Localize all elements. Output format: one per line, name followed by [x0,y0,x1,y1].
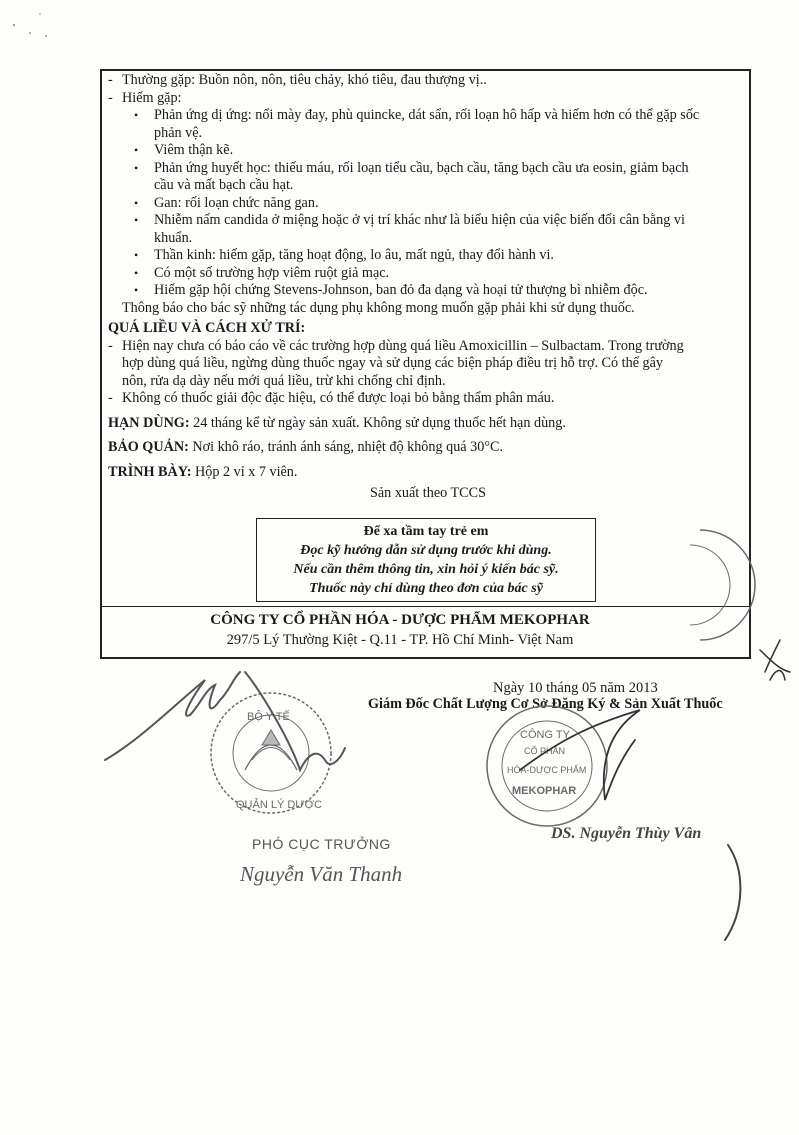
warning-line: Thuốc này chỉ dùng theo đơn của bác sỹ [309,581,543,596]
signer-role: Giám Đốc Chất Lượng Cơ Sở Đăng Ký & Sản Xuất Thuốc [368,696,723,712]
side-effect-rare-label: - Hiếm gặp: [108,89,182,106]
overdose-item-cont: nôn, rửa dạ dày nếu mới quá liều, trừ khi chống chỉ định. [122,372,446,389]
overdose-item: - Không có thuốc giải độc đặc hiệu, có thể được loại bỏ bằng thẩm phân máu. [108,390,555,406]
list-item-cont: cầu và mất bạch cầu hạt. [154,177,294,193]
list-item: • Viêm thận kẽ. [134,142,234,158]
list-item: • Phản ứng dị ứng: nổi mày đay, phù quincke, dát sẩn, rối loạn hô hấp và hiếm hơn có thể gặp sốc [134,107,700,123]
company-name: CÔNG TY CỔ PHẦN HÓA - DƯỢC PHẨM MEKOPHAR [210,612,590,628]
warning-line: Đọc kỹ hướng dẫn sử dụng trước khi dùng. [300,543,552,558]
list-item: • Nhiễm nấm candida ở miệng hoặc ở vị trí khác như là biểu hiện của việc biến đổi cân bằng vi [134,212,685,228]
list-item: • Có một số trường hợp viêm ruột giả mạc. [134,264,390,281]
list-item-cont: phản vệ. [154,124,203,141]
scan-marks-icon [13,13,47,37]
vice-director-name: Nguyễn Văn Thanh [240,862,403,886]
initials-icon [760,640,790,680]
seal-line: MEKOPHAR [512,785,577,797]
approval-date: Ngày 10 tháng 05 năm 2013 [493,680,658,696]
storage-line: BẢO QUẢN: Nơi khô ráo, tránh ánh sáng, nhiệt độ không quá 30°C. [108,439,504,455]
warning-line: Nếu cần thêm thông tin, xin hỏi ý kiến bác sỹ. [293,562,559,577]
scribble-icon [725,845,740,940]
signature-icon [520,710,640,800]
divider [100,606,751,607]
seal-line: CỔ PHẦN [524,746,566,756]
list-item: • Thần kinh: hiếm gặp, tăng hoạt động, lo âu, mất ngủ, thay đổi hành vi. [134,247,554,263]
warning-line: Để xa tầm tay trẻ em [363,524,489,539]
side-effect-common: - Thường gặp: Buồn nôn, nôn, tiêu chảy, khó tiêu, đau thượng vị.. [108,72,487,88]
overdose-item-cont: hợp dùng quá liều, ngừng dùng thuốc ngay và sử dụng các biện pháp điều trị hỗ trợ. Có thể gây [122,355,664,371]
signer-name: DS. Nguyễn Thùy Vân [551,825,702,842]
company-seal-icon [487,706,607,826]
list-item: • Hiếm gặp hội chứng Stevens-Johnson, ban đỏ đa dạng và hoại tử thượng bì nhiễm độc. [134,282,648,298]
list-item: • Phản ứng huyết học: thiếu máu, rối loạn tiểu cầu, bạch cầu, tăng bạch cầu ưa eosin, giảm bạch [134,159,689,176]
side-effect-notice: Thông báo cho bác sỹ những tác dụng phụ không mong muốn gặp phải khi sử dụng thuốc. [122,299,635,316]
warning-box [256,518,596,602]
seal-line: HÓA-DƯỢC PHẨM [507,765,587,775]
overdose-heading: QUÁ LIỀU VÀ CÁCH XỬ TRÍ: [108,320,306,336]
presentation-line: TRÌNH BÀY: Hộp 2 vỉ x 7 viên. [108,463,298,480]
overdose-item: - Hiện nay chưa có báo cáo về các trường hợp dùng quá liều Amoxicillin – Sulbactam. Trong trường [108,337,684,354]
vice-director-title: PHÓ CỤC TRƯỞNG [252,836,391,852]
signature-icon [105,672,345,770]
list-item-cont: khuẩn. [154,229,193,246]
standard-note: Sản xuất theo TCCS [369,485,486,501]
company-address: 297/5 Lý Thường Kiệt - Q.11 - TP. Hồ Chí Minh- Việt Nam [226,632,574,648]
ministry-seal-top-text: BỘ Y TẾ [247,711,290,723]
list-item: • Gan: rối loạn chức năng gan. [134,194,319,211]
leaflet-content [108,72,748,503]
ministry-seal-bottom-text: QUẢN LÝ DƯỢC [236,799,323,811]
seal-line: CÔNG TY [520,729,570,741]
expiry-line: HẠN DÙNG: 24 tháng kể từ ngày sản xuất. Không sử dụng thuốc hết hạn dùng. [108,414,566,431]
ministry-seal-icon [211,693,331,813]
